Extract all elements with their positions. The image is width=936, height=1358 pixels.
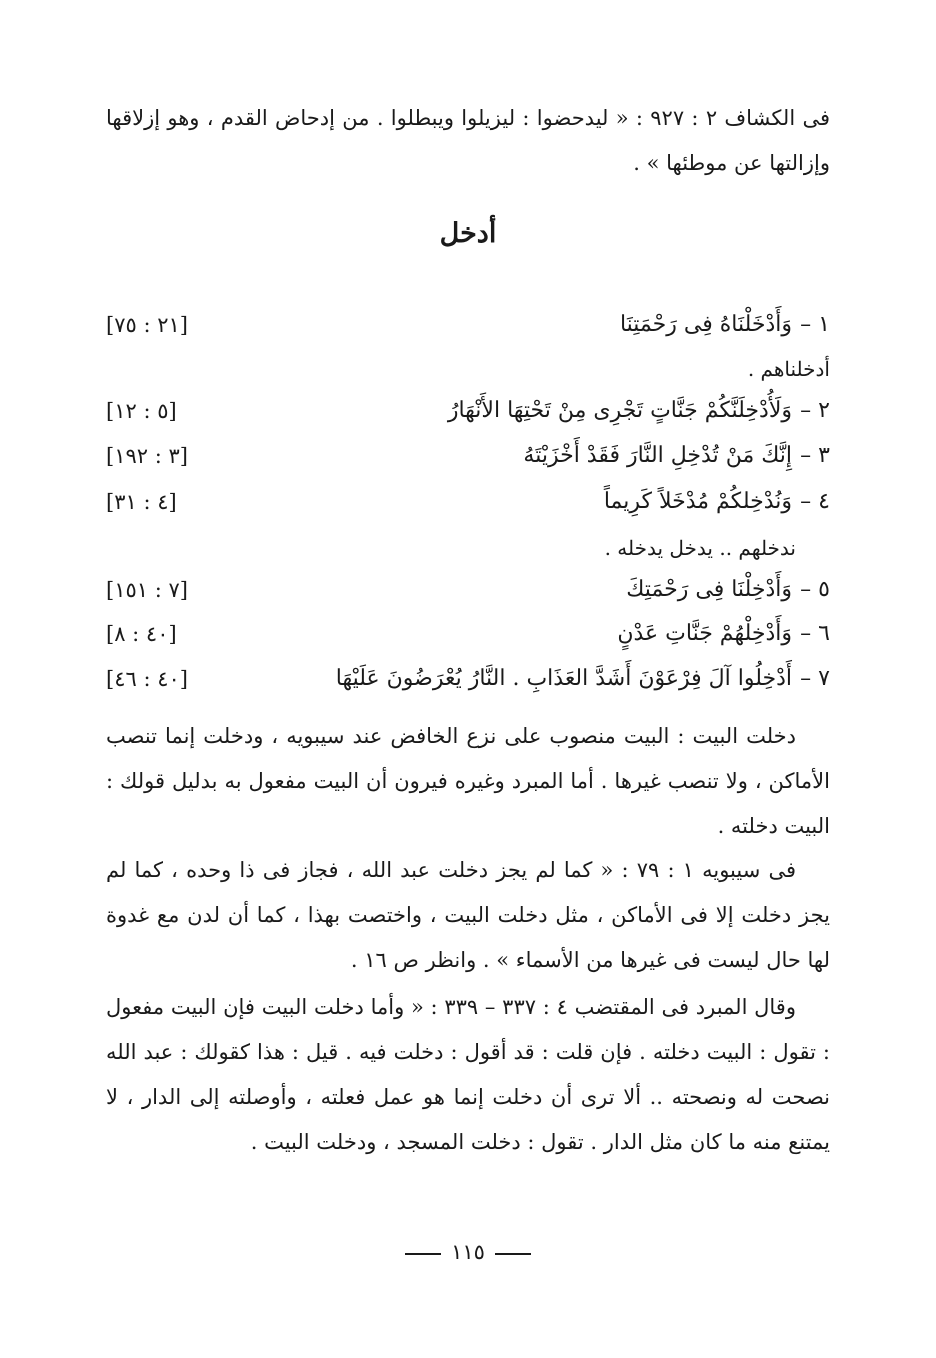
verse-reference: [٤٠ : ٤٦]: [106, 667, 188, 691]
verse-reference: [٢١ : ٧٥]: [106, 313, 188, 337]
verse-text: إِنَّكَ مَنْ تُدْخِلِ النَّارَ فَقَدْ أَخْزَيْتَهُ: [523, 443, 792, 468]
verse-text: أَدْخِلُوا آلَ فِرْعَوْنَ أَشَدَّ العَذَابِ . النَّارُ يُعْرَضُونَ عَلَيْهَا: [335, 666, 792, 691]
verse-row: [106, 659, 830, 699]
verse-reference: [٥ : ١٢]: [106, 399, 177, 423]
page-number: ١١٥: [451, 1240, 485, 1264]
verse-text: وَنُدْخِلكُمْ مُدْخَلاً كَرِيماً: [603, 489, 792, 514]
verse-row: [106, 570, 830, 610]
section-heading: أدخل: [439, 218, 497, 249]
verse-reference: [٤٠ : ٨]: [106, 622, 177, 646]
verse-row: [106, 305, 830, 345]
verse-number: ٢ –: [800, 398, 830, 423]
verse-text: وَأَدْخِلْهُمْ جَنَّاتِ عَدْنٍ: [617, 621, 792, 646]
verse-text: وَأَدْخِلْنَا فِى رَحْمَتِكَ: [626, 577, 792, 602]
verse-text: وَلَأُدْخِلَنَّكُمْ جَنَّاتٍ تَجْرِى مِنْ تَحْتِهَا الأَنْهَارُ: [447, 398, 792, 423]
page-footer: [0, 1240, 936, 1264]
body-paragraph: وقال المبرد فى المقتضب ٤ : ٣٣٧ – ٣٣٩ : « وأما دخلت البيت فإن البيت مفعول : تقول : البيت دخلته . فإن قلت : قد أقول : دخلت فيه . قيل : هذا كقولك : عبد الله نصحت له ونصحته .. ألا ترى أن دخلت إنما هو عمل فعلته ، وأوصلته إلى الدار ، لا يمتنع منه ما كان مثل الدار . تقول : دخلت المسجد ، ودخلت البيت .: [106, 995, 830, 1154]
verse-row: [106, 482, 830, 522]
verse-note: ندخلهم .. يدخل يدخله .: [604, 536, 796, 560]
verse-row: [106, 614, 830, 654]
body-paragraph: فى سيبويه ١ : ٧٩ : « كما لم يجز دخلت عبد الله ، فجاز فى ذا وحده ، كما لم يجز دخلت إلا فى الأماكن ، مثل دخلت البيت ، واختصت بهذا ، كما أن لدن مع غدوة لها حال ليست فى غيرها من الأسماء » . وانظر ص ١٦ .: [106, 858, 830, 972]
verse-number: ٥ –: [800, 577, 830, 602]
verse-row: [106, 436, 830, 476]
verse-reference: [٣ : ١٩٢]: [106, 444, 188, 468]
verse-number: ٣ –: [800, 443, 830, 468]
verse-number: ٤ –: [800, 489, 830, 514]
footer-dash: [495, 1253, 531, 1255]
footer-dash: [405, 1253, 441, 1255]
verse-row: [106, 391, 830, 431]
verse-reference: [٧ : ١٥١]: [106, 578, 188, 602]
verse-number: ٧ –: [800, 666, 830, 691]
body-paragraph: دخلت البيت : البيت منصوب على نزع الخافض عند سيبويه ، ودخلت إنما تنصب الأماكن ، ولا تنصب غيرها . أما المبرد وغيره فيرون أن البيت مفعول به بدليل قولك : البيت دخلته .: [106, 724, 830, 838]
intro-paragraph: فى الكشاف ٢ : ٩٢٧ : « ليدحضوا : ليزيلوا ويبطلوا . من إدحاض القدم ، وهو إزلاقها وإزالتها عن موطئها » .: [106, 106, 830, 175]
verse-reference: [٤ : ٣١]: [106, 490, 177, 514]
verse-note: أدخلناهم .: [747, 357, 830, 381]
verse-number: ١ –: [800, 312, 830, 337]
verse-number: ٦ –: [800, 621, 830, 646]
verse-text: وَأَدْخَلْنَاهُ فِى رَحْمَتِنَا: [619, 312, 792, 337]
